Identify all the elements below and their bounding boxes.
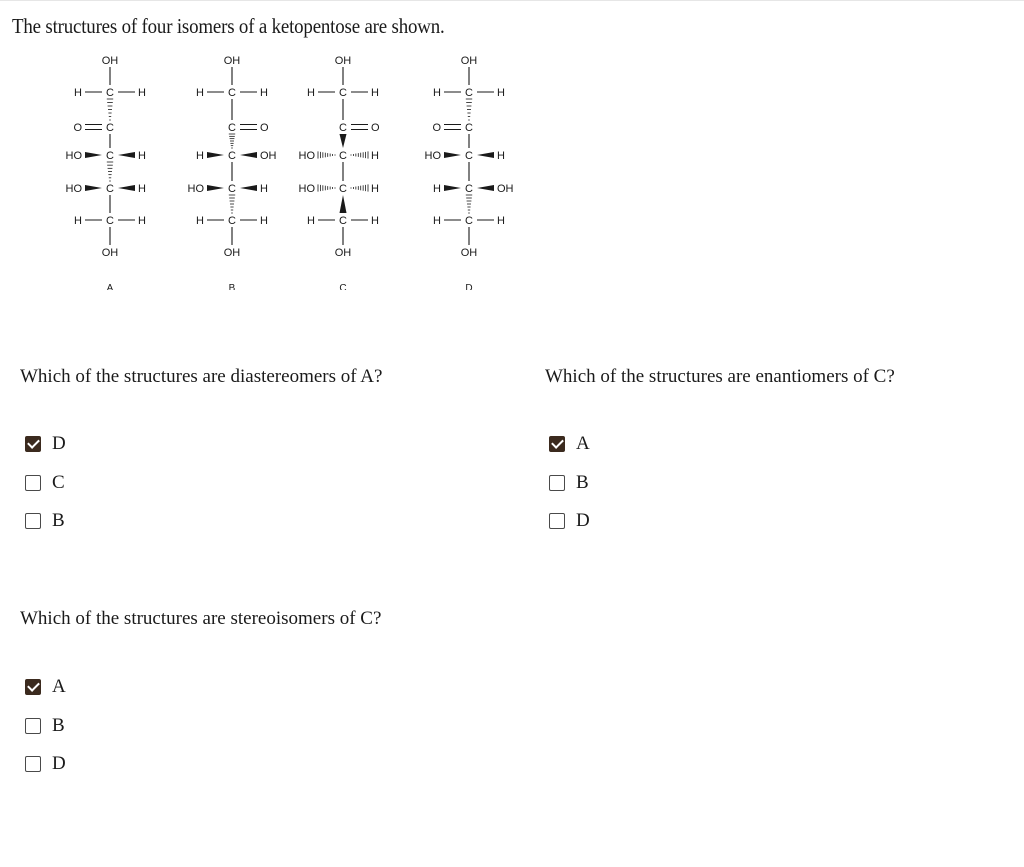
substituent-label: H bbox=[138, 183, 146, 195]
substituent-label: H bbox=[307, 215, 315, 227]
substituent-label: H bbox=[196, 215, 204, 227]
option-label: D bbox=[52, 753, 66, 774]
substituent-label: H bbox=[433, 215, 441, 227]
hydroxyl-label: OH bbox=[334, 55, 352, 67]
option-label: B bbox=[52, 715, 65, 736]
hydroxyl-label: OH bbox=[460, 55, 478, 67]
carbon-label: C bbox=[465, 122, 473, 134]
checkbox[interactable] bbox=[25, 679, 41, 695]
carbon-label: C bbox=[339, 150, 347, 162]
checkbox[interactable] bbox=[549, 475, 565, 491]
substituent-label: OH bbox=[260, 150, 277, 162]
substituent-label: H bbox=[433, 87, 441, 99]
carbon-label: C bbox=[339, 122, 347, 134]
wedge-bond bbox=[118, 185, 135, 191]
carbon-label: C bbox=[465, 215, 473, 227]
substituent-label: H bbox=[138, 87, 146, 99]
substituent-label: H bbox=[307, 87, 315, 99]
substituent-label: H bbox=[371, 87, 379, 99]
substituent-label: H bbox=[371, 215, 379, 227]
question-stereoisomers: Which of the structures are stereoisomers of C? bbox=[20, 608, 382, 629]
carbon-label: C bbox=[106, 150, 114, 162]
substituent-label: H bbox=[497, 87, 505, 99]
carbon-label: C bbox=[106, 215, 114, 227]
option-d[interactable] bbox=[549, 510, 590, 532]
wedge-bond bbox=[340, 195, 347, 213]
option-label: D bbox=[576, 510, 590, 531]
carbon-label: C bbox=[228, 122, 236, 134]
substituent-label: HO bbox=[298, 183, 315, 195]
checkbox[interactable] bbox=[25, 436, 41, 452]
substituent-label: H bbox=[433, 183, 441, 195]
oxygen-label: O bbox=[260, 122, 269, 134]
carbon-label: C bbox=[339, 87, 347, 99]
checkbox[interactable] bbox=[25, 756, 41, 772]
option-b[interactable] bbox=[25, 715, 65, 737]
substituent-label: H bbox=[371, 183, 379, 195]
wedge-bond bbox=[340, 134, 347, 148]
question-diastereomers: Which of the structures are diastereomers of A? bbox=[20, 366, 383, 387]
hydroxyl-label: OH bbox=[334, 247, 352, 259]
option-a[interactable] bbox=[549, 433, 590, 455]
option-b[interactable] bbox=[25, 510, 65, 532]
carbon-label: C bbox=[465, 183, 473, 195]
hydroxyl-label: OH bbox=[460, 247, 478, 259]
substituent-label: H bbox=[196, 87, 204, 99]
substituent-label: H bbox=[497, 215, 505, 227]
option-b[interactable] bbox=[549, 472, 589, 494]
substituent-label: H bbox=[260, 215, 268, 227]
substituent-label: HO bbox=[298, 150, 315, 162]
wedge-bond bbox=[444, 152, 461, 158]
substituent-label: H bbox=[138, 215, 146, 227]
substituent-label: H bbox=[497, 150, 505, 162]
substituent-label: HO bbox=[65, 150, 82, 162]
carbon-label: C bbox=[228, 215, 236, 227]
hydroxyl-label: OH bbox=[223, 55, 241, 67]
oxygen-label: O bbox=[432, 122, 441, 134]
hydroxyl-label: OH bbox=[101, 247, 119, 259]
wedge-bond bbox=[477, 185, 494, 191]
carbon-label: C bbox=[106, 122, 114, 134]
option-d[interactable] bbox=[25, 433, 66, 455]
wedge-bond bbox=[85, 152, 102, 158]
carbon-label: C bbox=[106, 87, 114, 99]
option-label: D bbox=[52, 433, 66, 454]
checkbox[interactable] bbox=[25, 475, 41, 491]
structure-label: C bbox=[339, 283, 347, 290]
substituent-label: H bbox=[74, 87, 82, 99]
substituent-label: OH bbox=[497, 183, 514, 195]
substituent-label: HO bbox=[187, 183, 204, 195]
substituent-label: H bbox=[260, 87, 268, 99]
carbon-label: C bbox=[228, 150, 236, 162]
wedge-bond bbox=[207, 152, 224, 158]
wedge-bond bbox=[240, 152, 257, 158]
wedge-bond bbox=[207, 185, 224, 191]
carbon-label: C bbox=[228, 87, 236, 99]
checkbox[interactable] bbox=[549, 436, 565, 452]
substituent-label: HO bbox=[65, 183, 82, 195]
substituent-label: H bbox=[260, 183, 268, 195]
carbon-label: C bbox=[228, 183, 236, 195]
substituent-label: H bbox=[196, 150, 204, 162]
wedge-bond bbox=[444, 185, 461, 191]
intro-text: The structures of four isomers of a ketopentose are shown. bbox=[12, 14, 445, 38]
option-label: B bbox=[576, 472, 589, 493]
substituent-label: H bbox=[138, 150, 146, 162]
carbon-label: C bbox=[465, 87, 473, 99]
carbon-label: C bbox=[339, 215, 347, 227]
carbon-label: C bbox=[106, 183, 114, 195]
top-divider bbox=[0, 0, 1024, 1]
carbon-label: C bbox=[465, 150, 473, 162]
substituent-label: H bbox=[371, 150, 379, 162]
oxygen-label: O bbox=[73, 122, 82, 134]
option-label: C bbox=[52, 472, 65, 493]
structure-label: B bbox=[228, 283, 236, 290]
structure-label: D bbox=[465, 283, 473, 290]
option-a[interactable] bbox=[25, 676, 66, 698]
carbon-label: C bbox=[339, 183, 347, 195]
option-c[interactable] bbox=[25, 472, 65, 494]
option-label: A bbox=[52, 676, 66, 697]
hydroxyl-label: OH bbox=[101, 55, 119, 67]
structure-label: A bbox=[106, 283, 114, 290]
substituent-label: HO bbox=[424, 150, 441, 162]
hydroxyl-label: OH bbox=[223, 247, 241, 259]
option-label: B bbox=[52, 510, 65, 531]
question-enantiomers: Which of the structures are enantiomers of C? bbox=[545, 366, 895, 387]
option-label: A bbox=[576, 433, 590, 454]
structures-figure bbox=[0, 40, 560, 290]
substituent-label: H bbox=[74, 215, 82, 227]
option-d[interactable] bbox=[25, 753, 66, 775]
wedge-bond bbox=[85, 185, 102, 191]
wedge-bond bbox=[118, 152, 135, 158]
oxygen-label: O bbox=[371, 122, 380, 134]
wedge-bond bbox=[477, 152, 494, 158]
wedge-bond bbox=[240, 185, 257, 191]
checkbox[interactable] bbox=[25, 513, 41, 529]
checkbox[interactable] bbox=[549, 513, 565, 529]
checkbox[interactable] bbox=[25, 718, 41, 734]
